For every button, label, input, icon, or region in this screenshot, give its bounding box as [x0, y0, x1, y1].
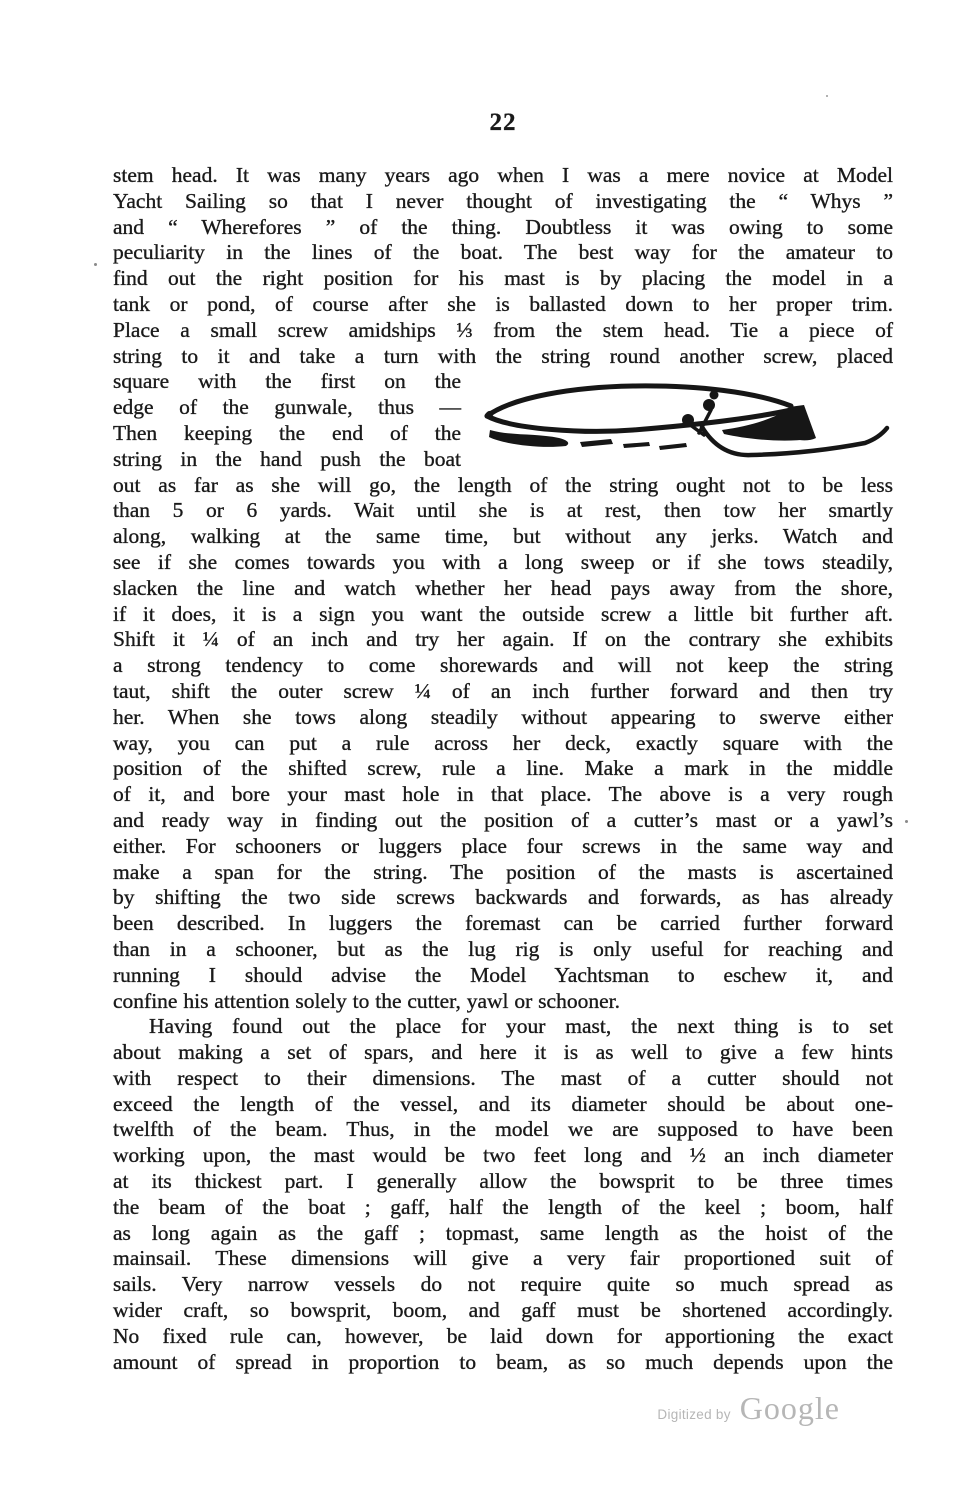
digitized-by-label: Digitized by — [657, 1407, 731, 1422]
text-line: and ready way in finding out the position of a cutter’s mast or a yawl’s — [113, 807, 893, 832]
text-line: amount of spread in proportion to beam, as so much depends upon the — [113, 1349, 893, 1374]
text-line: string in the hand push the boat — [113, 446, 461, 471]
text-line: Place a small screw amidships ⅓ from the stem head. Tie a piece of — [113, 317, 893, 342]
text-line: find out the right position for his mast is by placing the model in a — [113, 266, 893, 291]
page-number: 22 — [489, 109, 517, 136]
text-line: running I should advise the Model Yachtsman to eschew it, and — [113, 962, 893, 987]
text-line: the beam of the boat ; gaff, half the length of the keel ; boom, half — [113, 1194, 893, 1219]
text-line: slacken the line and watch whether her head pays away from the shore, — [113, 575, 893, 600]
text-line: confine his attention solely to the cutter, yawl or schooner. — [113, 988, 620, 1013]
text-line: with respect to their dimensions. The mast of a cutter should not — [113, 1065, 893, 1090]
text-line: Yacht Sailing so that I never thought of investigating the “ Whys ” — [113, 188, 893, 213]
text-line: her. When she tows along steadily without appearing to swerve either — [113, 704, 893, 729]
text-line: a strong tendency to come shorewards and will not keep the string — [113, 653, 893, 678]
paragraph1-part2 — [113, 473, 893, 1015]
text-line: No fixed rule can, however, be laid down for apportioning the exact — [113, 1323, 893, 1348]
scan-speck — [905, 820, 908, 823]
text-line: sails. Very narrow vessels do not require quite so much spread as — [113, 1272, 893, 1297]
boat-illustration — [483, 383, 893, 476]
google-logo-text: Google — [739, 1390, 840, 1426]
body-text — [113, 163, 893, 1375]
text-line: working upon, the mast would be two feet long and ½ an inch diameter — [113, 1143, 893, 1168]
text-line: exceed the length of the vessel, and its diameter should be about one- — [113, 1091, 893, 1116]
text-line: twelfth of the beam. Thus, in the model we are supposed to have been — [113, 1117, 893, 1142]
text-line: stem head. It was many years ago when I was a mere novice at Model — [113, 163, 893, 187]
text-line: than 5 or 6 yards. Wait until she is at rest, then tow her smartly — [113, 498, 893, 523]
text-line: mainsail. These dimensions will give a very fair proportioned suit of — [113, 1246, 893, 1271]
text-line: tank or pond, of course after she is ballasted down to her proper trim. — [113, 291, 893, 316]
scan-speck — [826, 95, 828, 97]
text-line: see if she comes towards you with a long sweep or if she tows steadily, — [113, 549, 893, 574]
text-line: string to it and take a turn with the string round another screw, placed — [113, 343, 893, 368]
text-line: if it does, it is a sign you want the outside screw a little bit further aft. — [113, 601, 893, 626]
text-line: about making a set of spars, and here it is as well to give a few hints — [113, 1040, 893, 1065]
text-line: Having found out the place for your mast, the next thing is to set — [149, 1014, 893, 1039]
text-line: of it, and bore your mast hole in that place. The above is a very rough — [113, 782, 893, 807]
text-line: Shift it ¼ of an inch and try her again. If on the contrary she exhibits — [113, 627, 893, 652]
text-line: wider craft, so bowsprit, boom, and gaff must be shortened accordingly. — [113, 1298, 893, 1323]
paragraph2 — [113, 1014, 893, 1375]
text-line: as long again as the gaff ; topmast, same length as the hoist of the — [113, 1220, 893, 1245]
text-line: taut, shift the outer screw ¼ of an inch further forward and then try — [113, 678, 893, 703]
paragraph1-wrapped-column — [113, 369, 461, 472]
text-line: either. For schooners or luggers place four screws in the same way and — [113, 833, 893, 858]
model-yacht-hull-sketch-icon — [483, 383, 893, 469]
text-line: along, walking at the same time, but without any jerks. Watch and — [113, 524, 893, 549]
text-line: way, you can put a rule across her deck, exactly square with the — [113, 730, 893, 755]
scan-speck — [94, 263, 97, 266]
text-line: at its thickest part. I generally allow the bowsprit to be three times — [113, 1169, 893, 1194]
text-line: been described. In luggers the foremast can be carried further forward — [113, 911, 893, 936]
text-line: out as far as she will go, the length of the string ought not to be less — [113, 472, 893, 497]
text-line: by shifting the two side screws backwards and forwards, as has already — [113, 885, 893, 910]
text-line: square with the first on the — [113, 369, 461, 394]
text-line: edge of the gunwale, thus — — [113, 395, 461, 420]
google-watermark — [0, 1390, 840, 1427]
paragraph1-part1 — [113, 163, 893, 369]
text-line: and “ Wherefores ” of the thing. Doubtless it was owing to some — [113, 214, 893, 239]
text-wrap-around-illustration — [113, 369, 893, 472]
text-line: Then keeping the end of the — [113, 420, 461, 445]
text-line: position of the shifted screw, rule a line. Make a mark in the middle — [113, 756, 893, 781]
text-line: peculiarity in the lines of the boat. The best way for the amateur to — [113, 240, 893, 265]
text-line: than in a schooner, but as the lug rig is only useful for reaching and — [113, 936, 893, 961]
text-line: make a span for the string. The position of the masts is ascertained — [113, 859, 893, 884]
